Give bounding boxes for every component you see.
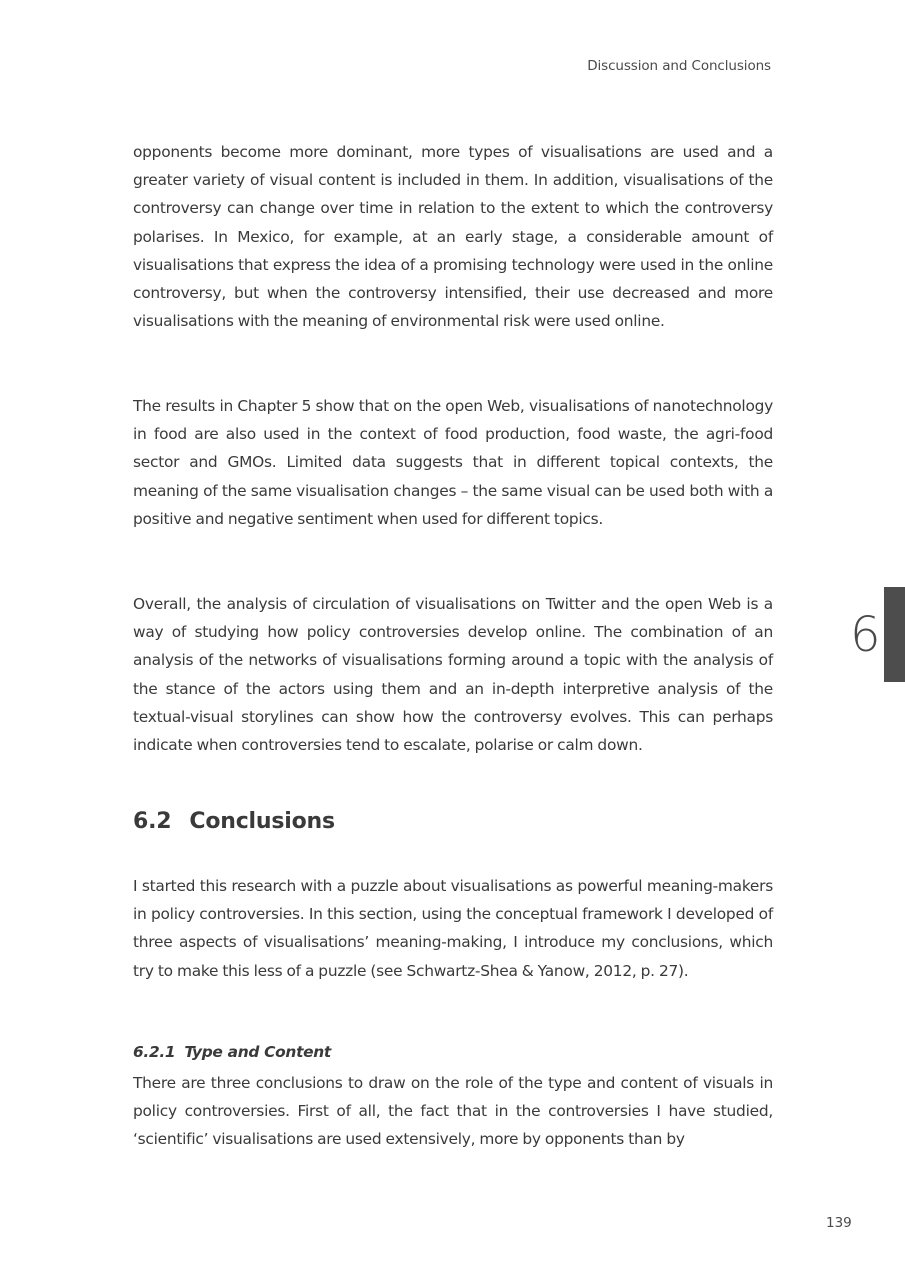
subsection-number: 6.2.1	[133, 1043, 176, 1061]
section-number: 6.2	[133, 809, 172, 834]
section-title: Conclusions	[189, 809, 335, 834]
subsection-title: Type and Content	[184, 1043, 331, 1061]
body-paragraph: There are three conclusions to draw on the role of the type and content of visuals in policy controversies. First of all, the fact that in the controversies I have studied, ‘scientific’ visualisations are used extensively, more by opponents than by	[133, 1074, 773, 1149]
body-paragraph: Overall, the analysis of circulation of visualisations on Twitter and the open Web is a way of studying how policy controversies develop online. The combination of an analysis of the networks of visualisations forming around a topic with the analysis of the stance of the actors using them and an in-depth interpretive analysis of the textual-visual storylines can show how the controversy evolves. This can perhaps indicate when controversies tend to escalate, polarise or calm down.	[133, 595, 773, 755]
body-paragraph: opponents become more dominant, more types of visualisations are used and a greater variety of visual content is included in them. In addition, visualisations of the controversy can change over time in relation to the extent to which the controversy polarises. In Mexico, for example, at an early stage, a considerable amount of visualisations that express the idea of a promising technology were used in the online controversy, but when the controversy intensified, their use decreased and more visualisations with the meaning of environmental risk were used online.	[133, 143, 773, 331]
running-header: Discussion and Conclusions	[587, 58, 771, 74]
section-heading	[133, 809, 335, 834]
chapter-number: 6	[850, 607, 881, 663]
body-paragraph: The results in Chapter 5 show that on the open Web, visualisations of nanotechnology in food are also used in the context of food production, food waste, the agri-food sector and GMOs. Limited data suggests that in different topical contexts, the meaning of the same visualisation changes – the same visual can be used both with a positive and negative sentiment when used for different topics.	[133, 397, 773, 528]
chapter-tab	[884, 587, 905, 682]
body-paragraph: I started this research with a puzzle about visualisations as powerful meaning-makers in policy controversies. In this section, using the conceptual framework I developed of three aspects of visualisations’ meaning-making, I introduce my conclusions, which try to make this less of a puzzle (see Schwartz-Shea & Yanow, 2012, p. 27).	[133, 877, 773, 980]
page-number: 139	[826, 1215, 852, 1231]
subsection-heading	[133, 1043, 331, 1061]
